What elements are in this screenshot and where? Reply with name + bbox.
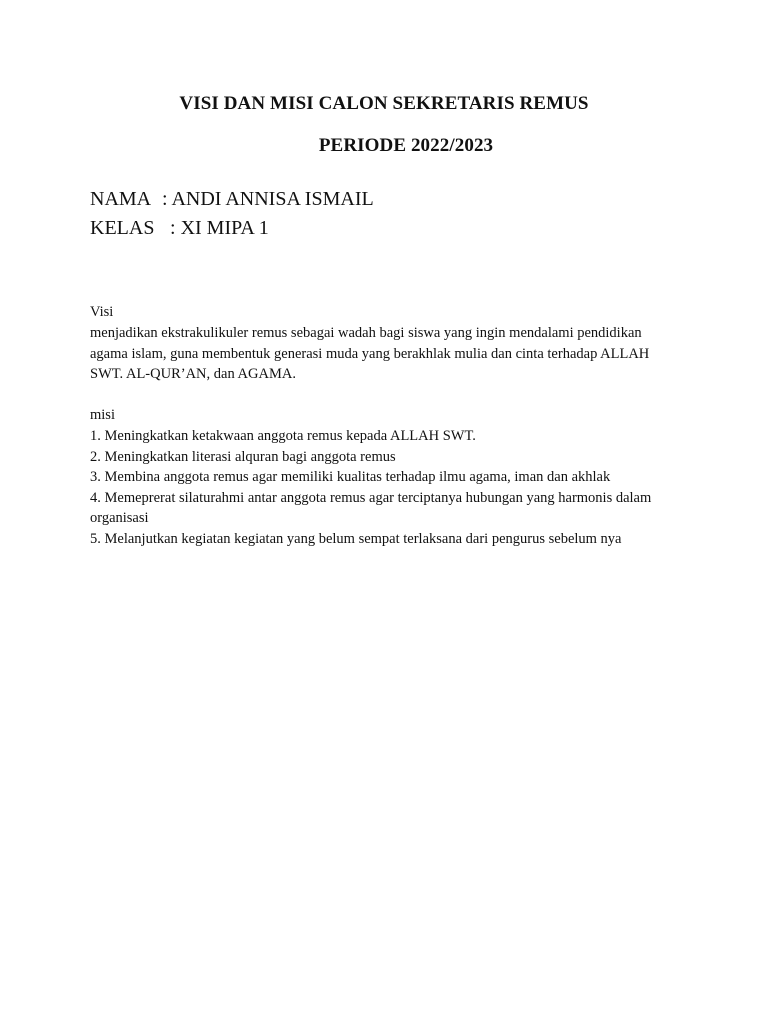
visi-heading: Visi	[90, 304, 114, 320]
document-period: PERIODE 2022/2023	[318, 135, 494, 156]
misi-item: 4. Memeprerat silaturahmi antar anggota remus agar terciptanya hubungan yang harmonis dalam	[90, 489, 652, 506]
visi-line: agama islam, guna membentuk generasi muda yang berakhlak mulia dan cinta terhadap ALLAH	[90, 345, 650, 362]
misi-item: 3. Membina anggota remus agar memiliki kualitas terhadap ilmu agama, iman dan akhlak	[90, 469, 611, 485]
nama-value: ANDI ANNISA ISMAIL	[171, 188, 374, 210]
identity-kelas	[90, 217, 269, 240]
visi-line: menjadikan ekstrakulikuler remus sebagai wadah bagi siswa yang ingin mendalami pendidikan	[90, 325, 642, 341]
nama-separator: :	[162, 188, 168, 210]
kelas-value: XI MIPA 1	[180, 217, 269, 239]
misi-item: 5. Melanjutkan kegiatan kegiatan yang belum sempat terlaksana dari pengurus sebelum nya	[90, 530, 622, 547]
misi-item: 1. Meningkatkan ketakwaan anggota remus kepada ALLAH SWT.	[90, 428, 476, 444]
misi-list	[90, 426, 690, 549]
kelas-label: KELAS	[90, 217, 155, 239]
document-title: VISI DAN MISI CALON SEKRETARIS REMUS	[179, 93, 589, 114]
identity-nama	[90, 188, 374, 211]
misi-item: 2. Meningkatkan literasi alquran bagi anggota remus	[90, 448, 396, 465]
kelas-separator: :	[170, 217, 176, 239]
misi-item-continuation: organisasi	[90, 510, 149, 526]
visi-line: SWT. AL-QUR’AN, dan AGAMA.	[90, 366, 296, 382]
visi-paragraph	[90, 323, 690, 385]
nama-label: NAMA	[90, 188, 152, 210]
misi-heading: misi	[90, 407, 115, 423]
